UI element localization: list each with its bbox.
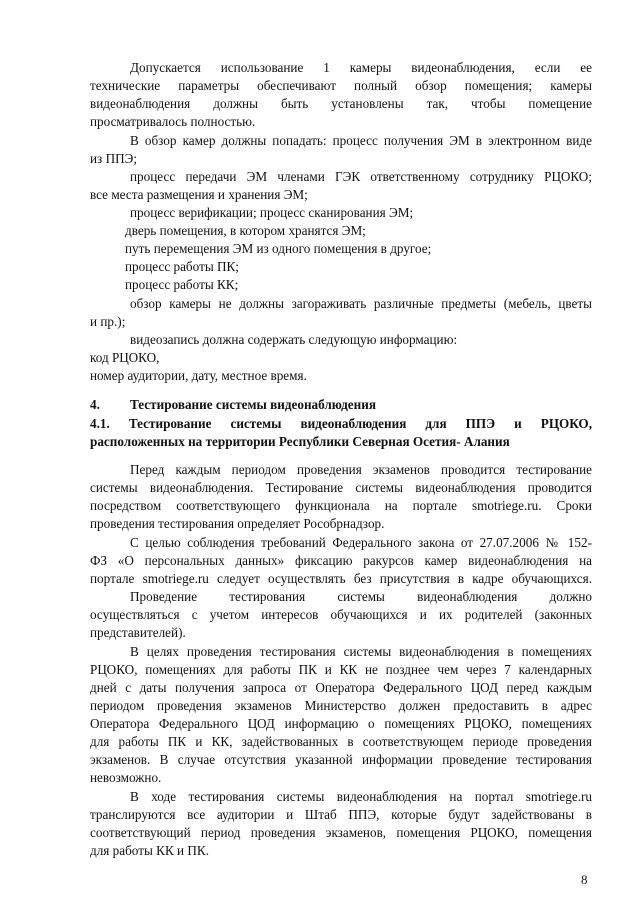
paragraph-line: экзаменов. В случае отсутствия указанной информации проведение тестирования <box>90 752 592 767</box>
paragraph-line: из ППЭ; <box>90 151 137 166</box>
paragraph-line: дней с даты получения запроса от Оператора Федерального ЦОД перед каждым <box>90 680 592 695</box>
paragraph-line: периодом проведения экзаменов Министерство должен предоставить в адрес <box>90 698 592 713</box>
paragraph-line: просматривалось полностью. <box>90 114 256 129</box>
paragraph-line: В обзор камер должны попадать: процесс получения ЭМ в электронном виде <box>130 133 592 148</box>
paragraph-line: Проведение тестирования системы видеонаблюдения должно <box>130 589 592 604</box>
paragraph-line: С целью соблюдения требований Федерального закона от 27.07.2006 № 152- <box>130 535 592 550</box>
list-item: код РЦОКО, <box>90 350 160 365</box>
paragraph-line: В ходе тестирования системы видеонаблюдения на портал smotriege.ru <box>130 789 592 804</box>
paragraph-line: и пр.); <box>90 314 126 329</box>
paragraph-line: системы видеонаблюдения. Тестирование системы видеонаблюдения проводится <box>90 480 592 495</box>
paragraph-line: посредством соответствующего функционала на портале smotriege.ru. Сроки <box>90 498 592 513</box>
section-number: 4. <box>90 397 100 412</box>
list-item: процесс работы КК; <box>125 277 239 292</box>
paragraph-line: для работы КК и ПК. <box>90 843 210 858</box>
list-item: видеозапись должна содержать следующую информацию: <box>130 332 458 347</box>
paragraph-line: Допускается использование 1 камеры видеонаблюдения, если ее <box>130 60 592 75</box>
list-item: номер аудитории, дату, местное время. <box>90 368 307 383</box>
paragraph-line: Перед каждым периодом проведения экзаменов проводится тестирование <box>130 462 592 477</box>
paragraph-line: представителей). <box>90 625 186 640</box>
list-item: путь перемещения ЭМ из одного помещения в другое; <box>125 241 432 256</box>
subsection-title: расположенных на территории Республики Северная Осетия- Алания <box>90 434 510 449</box>
paragraph-line: проведения тестирования определяет Рособрнадзор. <box>90 516 385 531</box>
paragraph-line: соответствующий период проведения экзаменов, помещения РЦОКО, помещения <box>90 825 592 840</box>
paragraph-line: ФЗ «О персональных данных» фиксацию ракурсов камер видеонаблюдения на <box>90 553 592 568</box>
paragraph-line: Оператора Федерального ЦОД информацию о помещениях РЦОКО, помещениях <box>90 716 592 731</box>
paragraph-line: транслируются все аудитории и Штаб ППЭ, которые будут задействованы в <box>90 807 592 822</box>
paragraph-line: все места размещения и хранения ЭМ; <box>90 187 308 202</box>
section-title: Тестирование системы видеонаблюдения <box>130 397 376 412</box>
page-number: 8 <box>581 872 588 887</box>
paragraph-line: процесс передачи ЭМ членами ГЭК ответственному сотруднику РЦОКО; <box>130 169 592 184</box>
paragraph-line: РЦОКО, помещениях для работы ПК и КК не позднее чем через 7 календарных <box>90 662 592 677</box>
paragraph-line: портале smotriege.ru следует осуществлять без присутствия в кадре обучающихся. <box>90 571 592 586</box>
list-item: процесс верификации; процесс сканирования ЭМ; <box>130 205 414 220</box>
subsection-title: 4.1. Тестирование системы видеонаблюдения для ППЭ и РЦОКО, <box>90 416 592 431</box>
paragraph-line: видеонаблюдения должны быть установлены так, чтобы помещение <box>90 96 592 111</box>
paragraph-line: невозможно. <box>90 770 162 785</box>
paragraph-line: для работы ПК и КК, задействованных в соответствующем периоде проведения <box>90 734 592 749</box>
list-item: обзор камеры не должны загораживать различные предметы (мебель, цветы <box>130 296 592 311</box>
paragraph-line: технические параметры обеспечивают полный обзор помещения; камеры <box>90 78 592 93</box>
paragraph-line: осуществляться с учетом интересов обучающихся и их родителей (законных <box>90 607 592 622</box>
list-item: дверь помещения, в котором хранятся ЭМ; <box>125 223 366 238</box>
paragraph-line: В целях проведения тестирования системы видеонаблюдения в помещениях <box>130 644 592 659</box>
list-item: процесс работы ПК; <box>125 259 239 274</box>
